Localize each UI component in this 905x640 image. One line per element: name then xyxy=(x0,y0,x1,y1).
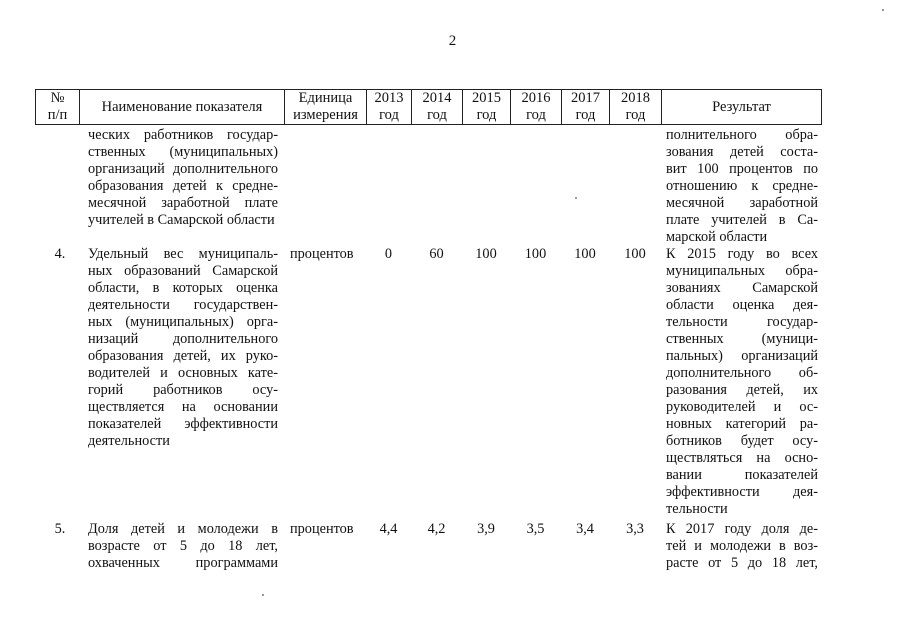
header-year-2014: 2014 год xyxy=(411,89,462,125)
row-4-value-2014: 60 xyxy=(429,246,444,262)
row-4-name: Удельный вес муниципаль- ных образований Самарской области, в которых оценка деятельности государствен- ных (муниципальных) орга- низаций дополнительного образования детей, их руко- водителей и основных кате- горий работников осу- ществляется на основании показателей эффективности деятельности xyxy=(88,246,278,449)
row-4-value-2015: 100 xyxy=(475,246,497,262)
row-4-value-2016: 100 xyxy=(524,246,547,262)
header-year-2015: 2015 год xyxy=(462,89,510,125)
row-continuation-result: полнительного обра- зования детей соста- вит 100 процентов по отношению к средне- месячной заработной плате учителей в Са- марской области xyxy=(666,127,818,245)
header-year-2016: 2016 год xyxy=(510,89,561,125)
header-year-2013: 2013 год xyxy=(366,89,411,125)
row-4-value-2017: 100 xyxy=(574,246,596,262)
row-4-number: 4. xyxy=(54,246,66,262)
row-5-unit: процентов xyxy=(290,521,354,537)
row-continuation-name: ческих работников государ- ственных (муниципальных) организаций дополнительного образования детей к средне- месячной заработной плате учителей в Самарской области xyxy=(88,127,278,228)
header-result: Результат xyxy=(661,89,822,125)
row-5-value-2017: 3,4 xyxy=(576,521,594,537)
header-unit: Единица измерения xyxy=(284,89,366,125)
row-5-number: 5. xyxy=(54,521,66,537)
row-5-name: Доля детей и молодежи в возрасте от 5 до 18 лет, охваченных программами xyxy=(88,521,278,571)
row-5-result: К 2017 году доля де- тей и молодежи в воз- расте от 5 до 18 лет, xyxy=(666,521,818,571)
header-number: № п/п xyxy=(35,89,79,125)
row-4-value-2013: 0 xyxy=(384,246,393,262)
row-5-value-2013: 4,4 xyxy=(379,521,398,537)
row-4-value-2018: 100 xyxy=(624,246,646,262)
page-number: 2 xyxy=(448,33,457,49)
header-indicator-name: Наименование показателя xyxy=(79,89,284,125)
row-5-value-2016: 3,5 xyxy=(526,521,545,537)
scan-speck xyxy=(262,594,264,596)
row-5-value-2018: 3,3 xyxy=(626,521,644,537)
scan-speck xyxy=(575,197,577,199)
row-5-value-2015: 3,9 xyxy=(477,521,495,537)
row-4-result: К 2015 году во всех муниципальных обра- зованиях Самарской области оценка дея- тельности государ- ственных (муници- пальных) организаций дополнительного об- разования детей, их руководителей и ос- новных категорий ра- ботников будет осу- ществляться на осно- вании показателей эффективности дея- тельности xyxy=(666,246,818,517)
header-year-2018: 2018 год xyxy=(609,89,661,125)
header-year-2017: 2017 год xyxy=(561,89,609,125)
row-4-unit: процентов xyxy=(290,246,354,262)
row-5-value-2014: 4,2 xyxy=(427,521,446,537)
scan-speck xyxy=(882,9,884,11)
